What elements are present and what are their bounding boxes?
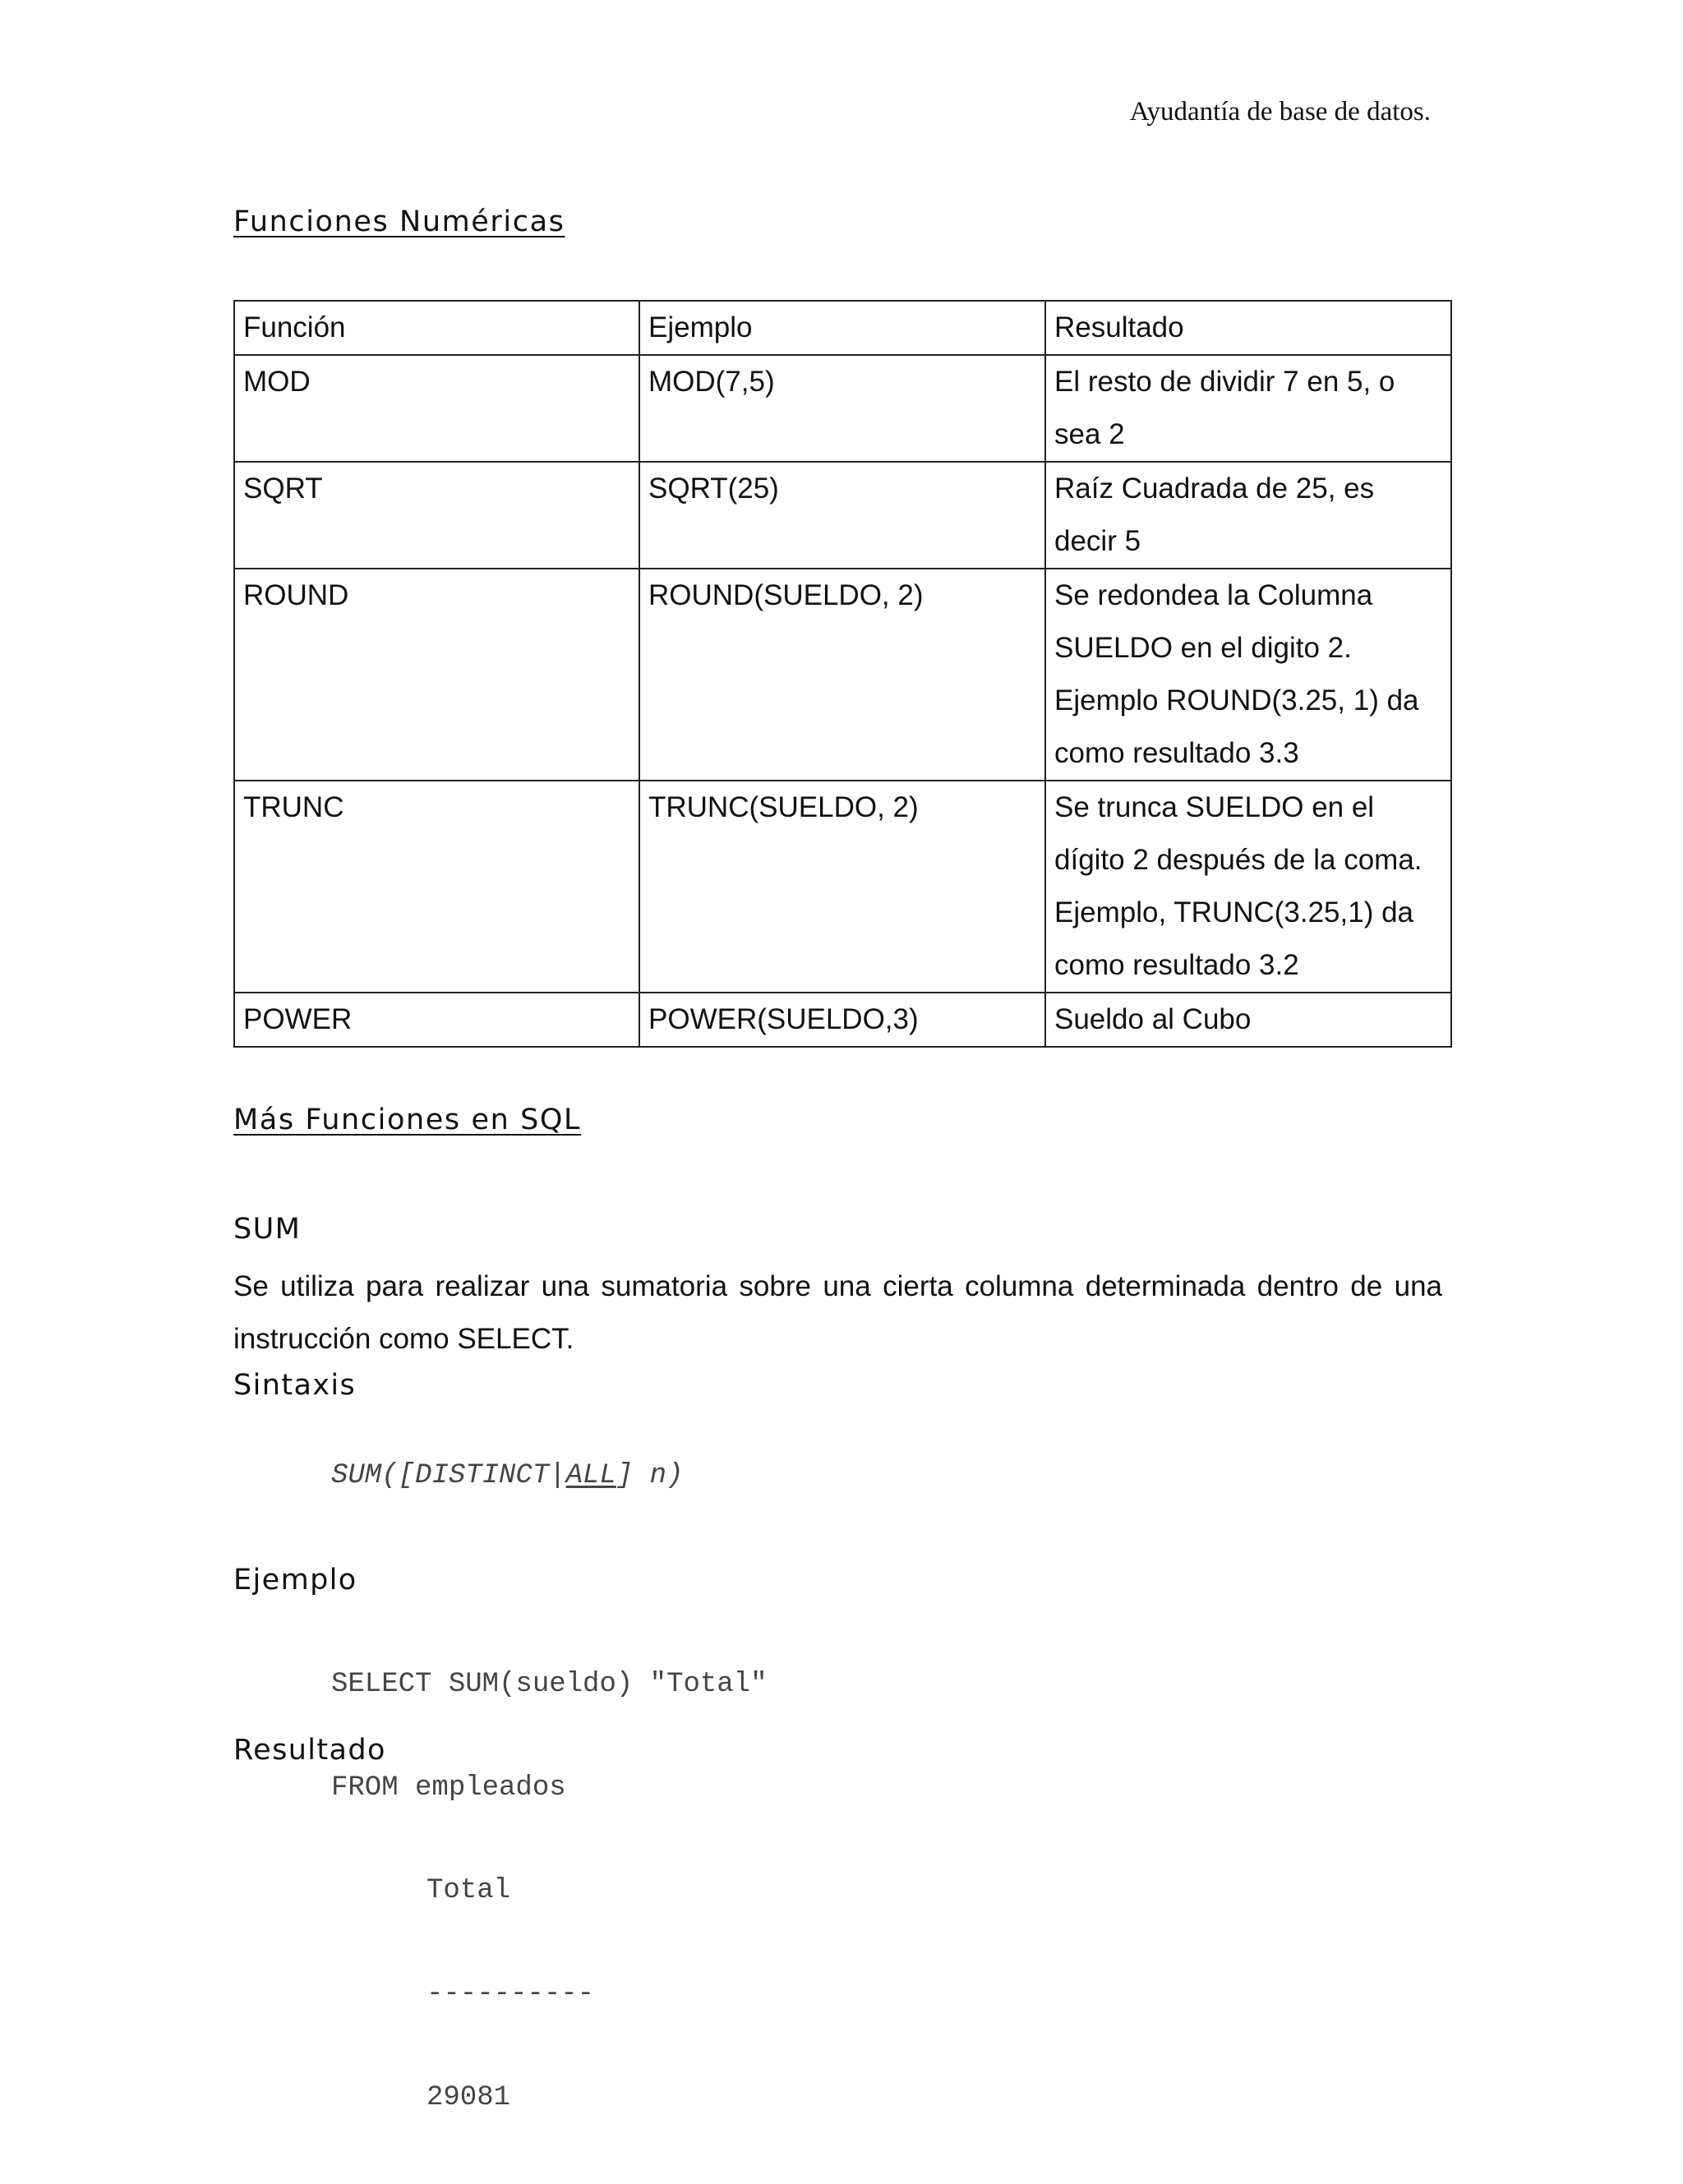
example-heading: Ejemplo [233, 1564, 357, 1597]
syntax-suffix: ] n) [616, 1460, 684, 1491]
page-header-note: Ayudantía de base de datos. [1129, 97, 1431, 127]
result-line: Total [427, 1875, 511, 1906]
table-cell-result: Se redondea la Columna SUELDO en el digito 2. Ejemplo ROUND(3.25, 1) da como resultado 3.3 [1045, 569, 1451, 781]
syntax-prefix: SUM([DISTINCT| [331, 1460, 566, 1491]
numeric-functions-table [233, 300, 1452, 1048]
table-header-row [234, 301, 1451, 355]
table-cell-result: Se trunca SUELDO en el dígito 2 después de la coma. Ejemplo, TRUNC(3.25,1) da como resultado 3.2 [1045, 781, 1451, 993]
result-line: ---------- [427, 1979, 595, 2010]
table-cell-example: MOD(7,5) [639, 355, 1045, 462]
table-cell-result: El resto de dividir 7 en 5, o sea 2 [1045, 355, 1451, 462]
section-title-numeric-functions: Funciones Numéricas [233, 205, 565, 238]
table-cell-example: ROUND(SUELDO, 2) [639, 569, 1045, 781]
code-line: FROM empleados [331, 1772, 566, 1804]
table-cell-example: SQRT(25) [639, 462, 1045, 569]
table-header-cell: Función [234, 301, 639, 355]
table-row [234, 569, 1451, 781]
table-cell-result: Sueldo al Cubo [1045, 993, 1451, 1047]
table-cell-function: POWER [234, 993, 639, 1047]
table-cell-function: ROUND [234, 569, 639, 781]
section-title-more-sql-functions: Más Funciones en SQL [233, 1104, 582, 1136]
table-cell-result: Raíz Cuadrada de 25, es decir 5 [1045, 462, 1451, 569]
table-row [234, 993, 1451, 1047]
code-line: SELECT SUM(sueldo) "Total" [331, 1669, 768, 1700]
syntax-code [331, 1460, 684, 1491]
table-row [234, 462, 1451, 569]
table-cell-function: TRUNC [234, 781, 639, 993]
sum-description: Se utiliza para realizar una sumatoria sobre una cierta columna determinada dentro de una instrucción como SELECT. [233, 1270, 1442, 1355]
table-header-cell: Ejemplo [639, 301, 1045, 355]
table-cell-example: POWER(SUELDO,3) [639, 993, 1045, 1047]
syntax-heading: Sintaxis [233, 1369, 357, 1402]
syntax-underlined-keyword: ALL [565, 1460, 616, 1491]
result-line: 29081 [427, 2082, 511, 2113]
table-row [234, 781, 1451, 993]
sum-heading: SUM [233, 1213, 302, 1246]
table-row [234, 355, 1451, 462]
table-header-cell: Resultado [1045, 301, 1451, 355]
result-heading: Resultado [233, 1734, 386, 1767]
table-cell-function: SQRT [234, 462, 639, 569]
table-cell-function: MOD [234, 355, 639, 462]
table-cell-example: TRUNC(SUELDO, 2) [639, 781, 1045, 993]
result-output-block [427, 1804, 594, 2184]
